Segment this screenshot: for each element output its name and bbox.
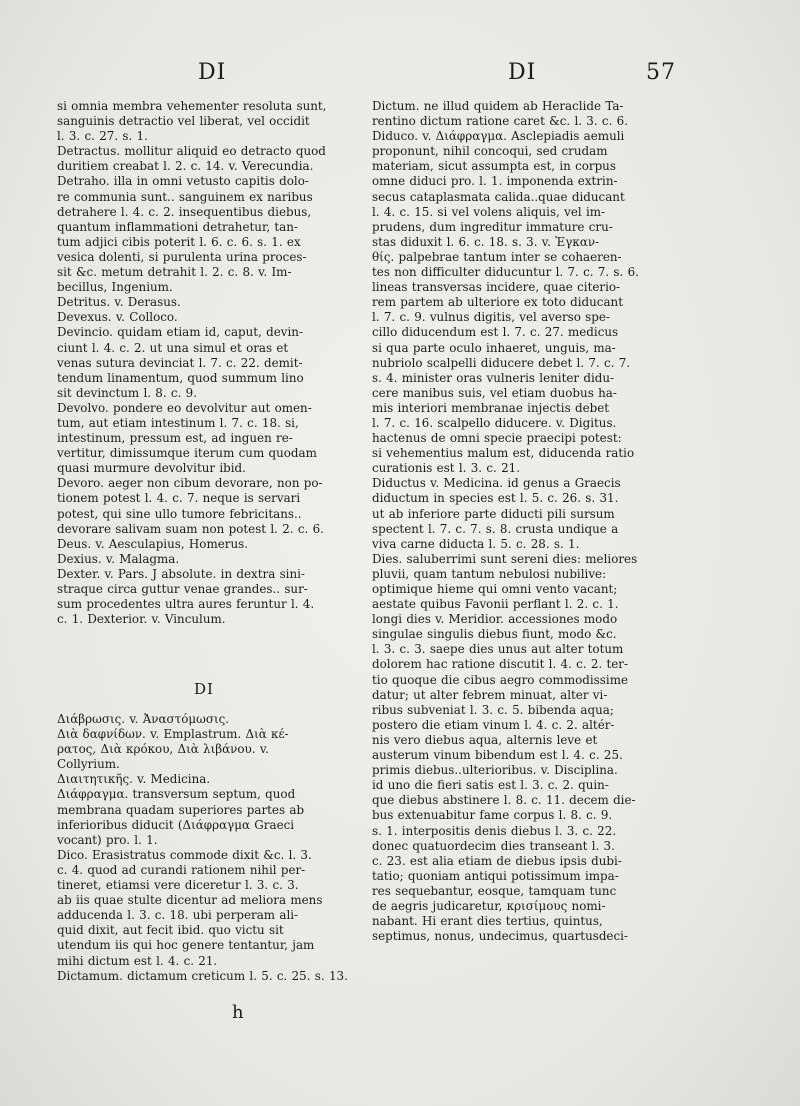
left-column-line: intestinum, pressum est, ad inguen re- bbox=[57, 431, 293, 446]
right-column-line: tes non difficulter diducuntur l. 7. c. 7. s. 6. bbox=[372, 265, 639, 280]
right-column-line: omne diduci pro. l. 1. imponenda extrin- bbox=[372, 174, 618, 189]
left-column-line: straque circa guttur venae grandes.. sur- bbox=[57, 582, 308, 596]
right-column-line: res sequebantur, eosque, tamquam tunc bbox=[372, 883, 617, 898]
right-column-line: donec quatuordecim dies transeant l. 3. bbox=[372, 838, 615, 853]
right-column-line: ribus subveniat l. 3. c. 5. bibenda aqua; bbox=[372, 702, 614, 717]
right-column-line: rentino dictum ratione caret &c. l. 3. c. 6. bbox=[372, 114, 628, 129]
right-column-line: stas diduxit l. 6. c. 18. s. 3. v. Ἐγκαν- bbox=[372, 234, 600, 249]
left-column-line: tum adjici cibis poterit l. 6. c. 6. s. 1. ex bbox=[57, 234, 301, 249]
section-heading: DI bbox=[194, 680, 214, 698]
left-column-line: Deus. v. Aesculapius, Homerus. bbox=[57, 536, 248, 551]
right-column-line: pluvii, quam tantum nebulosi nubilive: bbox=[372, 566, 607, 581]
right-column-line: postero die etiam vinum l. 4. c. 2. altér- bbox=[372, 717, 615, 732]
right-column-line: que diebus abstinere l. 8. c. 11. decem die- bbox=[372, 793, 636, 808]
left-column-line: Devexus. v. Colloco. bbox=[57, 310, 178, 325]
right-column-line: septimus, nonus, undecimus, quartusdeci- bbox=[372, 929, 628, 944]
right-column bbox=[372, 99, 673, 944]
left-column-line: mihi dictum est l. 4. c. 21. bbox=[57, 953, 218, 968]
signature-mark: h bbox=[232, 1002, 244, 1023]
right-column-line: datur; ut alter febrem minuat, alter vi- bbox=[372, 687, 608, 702]
right-column-line: tatio; quoniam antiqui potissimum impa- bbox=[372, 868, 619, 883]
right-column-line: s. 4. minister oras vulneris leniter didu- bbox=[372, 370, 615, 385]
right-column-line: s. 1. interpositis denis diebus l. 3. c. 22. bbox=[372, 823, 617, 838]
left-column-line: becillus, Ingenium. bbox=[57, 280, 173, 295]
right-column-line: secus cataplasmata calida..quae diducant bbox=[372, 189, 625, 204]
left-column-line: ρατος, Διὰ κρόκου, Διὰ λιβάνου. v. bbox=[57, 742, 269, 757]
right-column-line: c. 23. est alia etiam de diebus ipsis dubi- bbox=[372, 853, 622, 868]
right-column-line: aestate quibus Favonii perflant l. 2. c. 1. bbox=[372, 597, 619, 612]
left-column-line: Dexius. v. Malagma. bbox=[57, 551, 180, 566]
left-column-line: ab iis quae stulte dicentur ad meliora mens bbox=[57, 893, 323, 908]
left-column-line: c. 4. quod ad curandi rationem nihil per- bbox=[57, 862, 306, 877]
right-column-line: id uno die fieri satis est l. 3. c. 2. quin- bbox=[372, 778, 609, 793]
right-column-line: nabant. Hi erant dies tertius, quintus, bbox=[372, 914, 603, 929]
left-column-line: ciunt l. 4. c. 2. ut una simul et oras et bbox=[57, 340, 289, 355]
left-column-line: re communia sunt.. sanguinem ex naribus bbox=[57, 189, 313, 204]
right-column-line: cillo diducendum est l. 7. c. 27. medicus bbox=[372, 325, 619, 340]
left-column-line: si omnia membra vehementer resoluta sunt, bbox=[57, 99, 327, 113]
right-column-line: longi dies v. Meridior. accessiones modo bbox=[372, 612, 618, 627]
left-column-line: Διάφραγμα. transversum septum, quod bbox=[57, 787, 296, 802]
left-column-line: adducenda l. 3. c. 18. ubi perperam ali- bbox=[57, 908, 299, 923]
left-column-line: Devincio. quidam etiam id, caput, devin- bbox=[57, 325, 303, 340]
left-column-line: quasi murmure devolvitur ibid. bbox=[57, 461, 246, 476]
running-head-right: DI bbox=[508, 60, 537, 85]
right-column-line: l. 4. c. 15. si vel volens aliquis, vel im- bbox=[372, 204, 606, 219]
right-column-line: materiam, sicut assumpta est, in corpus bbox=[372, 159, 616, 174]
left-column-line: sit &c. metum detrahit l. 2. c. 8. v. Im- bbox=[57, 265, 292, 280]
right-column-line: lineas transversas incidere, quae citerio- bbox=[372, 280, 621, 295]
right-column-line: hactenus de omni specie praecipi potest: bbox=[372, 431, 622, 446]
right-column-line: bus extenuabitur fame corpus l. 8. c. 9. bbox=[372, 808, 613, 823]
right-column-line: curationis est l. 3. c. 21. bbox=[372, 461, 520, 476]
right-column-line: austerum vinum bibendum est l. 4. c. 25. bbox=[372, 748, 623, 763]
left-column-line: sum procedentes ultra aures feruntur l. 4. bbox=[57, 597, 315, 612]
left-column-line: duritiem creabat l. 2. c. 14. v. Verecundia. bbox=[57, 159, 314, 174]
right-column-line: rem partem ab ulteriore ex toto diducant bbox=[372, 295, 623, 310]
left-column-line: c. 1. Dexterior. v. Vinculum. bbox=[57, 612, 226, 627]
left-column-line: Διαιτητικῆς. v. Medicina. bbox=[57, 772, 211, 787]
right-column-line: Dictum. ne illud quidem ab Heraclide Ta- bbox=[372, 99, 624, 113]
left-column-line: potest, qui sine ullo tumore febricitans.. bbox=[57, 506, 302, 521]
left-column-line: quid dixit, aut fecit ibid. quo victu sit bbox=[57, 923, 284, 938]
left-column-line: Διὰ δαφνίδων. v. Emplastrum. Διὰ κέ- bbox=[57, 727, 289, 742]
left-column-line: Dico. Erasistratus commode dixit &c. l. 3. bbox=[57, 847, 312, 862]
left-column-line: sanguinis detractio vel liberat, vel occidit bbox=[57, 114, 310, 129]
right-column-line: θίς. palpebrae tantum inter se cohaeren- bbox=[372, 249, 622, 264]
left-column-line: vesica dolenti, si purulenta urina proces- bbox=[57, 249, 307, 264]
left-column-line: l. 3. c. 27. s. 1. bbox=[57, 129, 148, 144]
left-column-line: Detraho. illa in omni vetusto capitis dolo- bbox=[57, 174, 309, 189]
right-column-line: de aegris judicaretur, κρισίμους nomi- bbox=[372, 898, 606, 913]
right-column-line: Diduco. v. Διάφραγμα. Asclepiadis aemuli bbox=[372, 129, 625, 144]
right-column-line: viva carne diducta l. 5. c. 28. s. 1. bbox=[372, 536, 580, 551]
right-column-line: ut ab inferiore parte diducti pili sursum bbox=[372, 506, 615, 521]
right-column-line: Dies. saluberrimi sunt sereni dies: meliores bbox=[372, 551, 638, 566]
left-column-line: vertitur, dimissumque iterum cum quodam bbox=[57, 446, 317, 461]
right-column-line: diductum in species est l. 5. c. 26. s. 31. bbox=[372, 491, 619, 506]
right-column-line: si vehementius malum est, diducenda ratio bbox=[372, 446, 635, 461]
right-column-line: optimique hieme qui omni vento vacant; bbox=[372, 582, 618, 596]
running-head-left: DI bbox=[198, 60, 227, 85]
left-column-line: detrahere l. 4. c. 2. insequentibus diebus, bbox=[57, 204, 312, 219]
right-column-line: primis diebus..ulterioribus. v. Disciplina. bbox=[372, 763, 618, 778]
right-column-line: l. 7. c. 16. scalpello diducere. v. Digitus. bbox=[372, 415, 617, 430]
left-column-line: membrana quadam superiores partes ab bbox=[57, 802, 305, 817]
right-column-line: nis vero diebus aqua, alternis leve et bbox=[372, 732, 598, 747]
left-column-line: tineret, etiamsi vere diceretur l. 3. c. 3. bbox=[57, 878, 299, 893]
right-column-line: prudens, dum ingreditur immature cru- bbox=[372, 219, 613, 234]
left-column-line: utendum iis qui hoc genere tentantur, jam bbox=[57, 938, 315, 953]
left-column-line: Devolvo. pondere eo devolvitur aut omen- bbox=[57, 400, 312, 415]
right-column-line: mis interiori membranae injectis debet bbox=[372, 400, 610, 415]
right-column-line: spectent l. 7. c. 7. s. 8. crusta undique a bbox=[372, 521, 619, 536]
left-column-line: tendum linamentum, quod summum lino bbox=[57, 370, 304, 385]
right-column-line: singulae singulis diebus fiunt, modo &c. bbox=[372, 627, 617, 642]
left-column-line: venas sutura devinciat l. 7. c. 22. demit- bbox=[57, 355, 303, 370]
left-column-line: inferioribus diducit (Διάφραγμα Graeci bbox=[57, 817, 295, 832]
right-column-line: nubriolo scalpelli diducere debet l. 7. c. 7. bbox=[372, 355, 631, 370]
left-column-line: tum, aut etiam intestinum l. 7. c. 18. si, bbox=[57, 415, 299, 430]
right-column-line: cere manibus suis, vel etiam duobus ha- bbox=[372, 385, 617, 400]
right-column-line: proponunt, nihil concoqui, sed crudam bbox=[372, 144, 608, 159]
right-column-line: dolorem hac ratione discutit l. 4. c. 2. ter- bbox=[372, 657, 629, 672]
left-column-line: quantum inflammationi detrahetur, tan- bbox=[57, 219, 298, 234]
left-column-line: vocant) pro. l. 1. bbox=[57, 832, 158, 847]
right-column-line: tio quoque die cibus aegro commodissime bbox=[372, 672, 629, 687]
left-column-line: devorare salivam suam non potest l. 2. c. 6. bbox=[57, 521, 324, 536]
right-column-line: l. 7. c. 9. vulnus digitis, vel averso spe- bbox=[372, 310, 610, 325]
left-column-line: Collyrium. bbox=[57, 757, 120, 772]
right-column-line: si qua parte oculo inhaeret, unguis, ma- bbox=[372, 340, 616, 355]
page-number: 57 bbox=[646, 60, 676, 85]
right-column-line: l. 3. c. 3. saepe dies unus aut alter totum bbox=[372, 642, 624, 657]
right-column-line: Diductus v. Medicina. id genus a Graecis bbox=[372, 476, 621, 491]
left-column-line: Dictamum. dictamum creticum l. 5. c. 25. s. 13. bbox=[57, 968, 348, 983]
left-column-line: Detractus. mollitur aliquid eo detracto quod bbox=[57, 144, 326, 159]
left-column-line: tionem potest l. 4. c. 7. neque is servari bbox=[57, 491, 301, 506]
left-column-line: sit devinctum l. 8. c. 9. bbox=[57, 385, 197, 400]
left-column-lower bbox=[57, 712, 355, 984]
left-column-line: Dexter. v. Pars. J absolute. in dextra sini- bbox=[57, 566, 305, 581]
left-column-line: Διάβρωσις. v. Ἀναστόμωσις. bbox=[57, 712, 230, 726]
left-column-upper bbox=[57, 99, 355, 627]
left-column-line: Devoro. aeger non cibum devorare, non po- bbox=[57, 476, 323, 491]
left-column-line: Detritus. v. Derasus. bbox=[57, 295, 181, 310]
